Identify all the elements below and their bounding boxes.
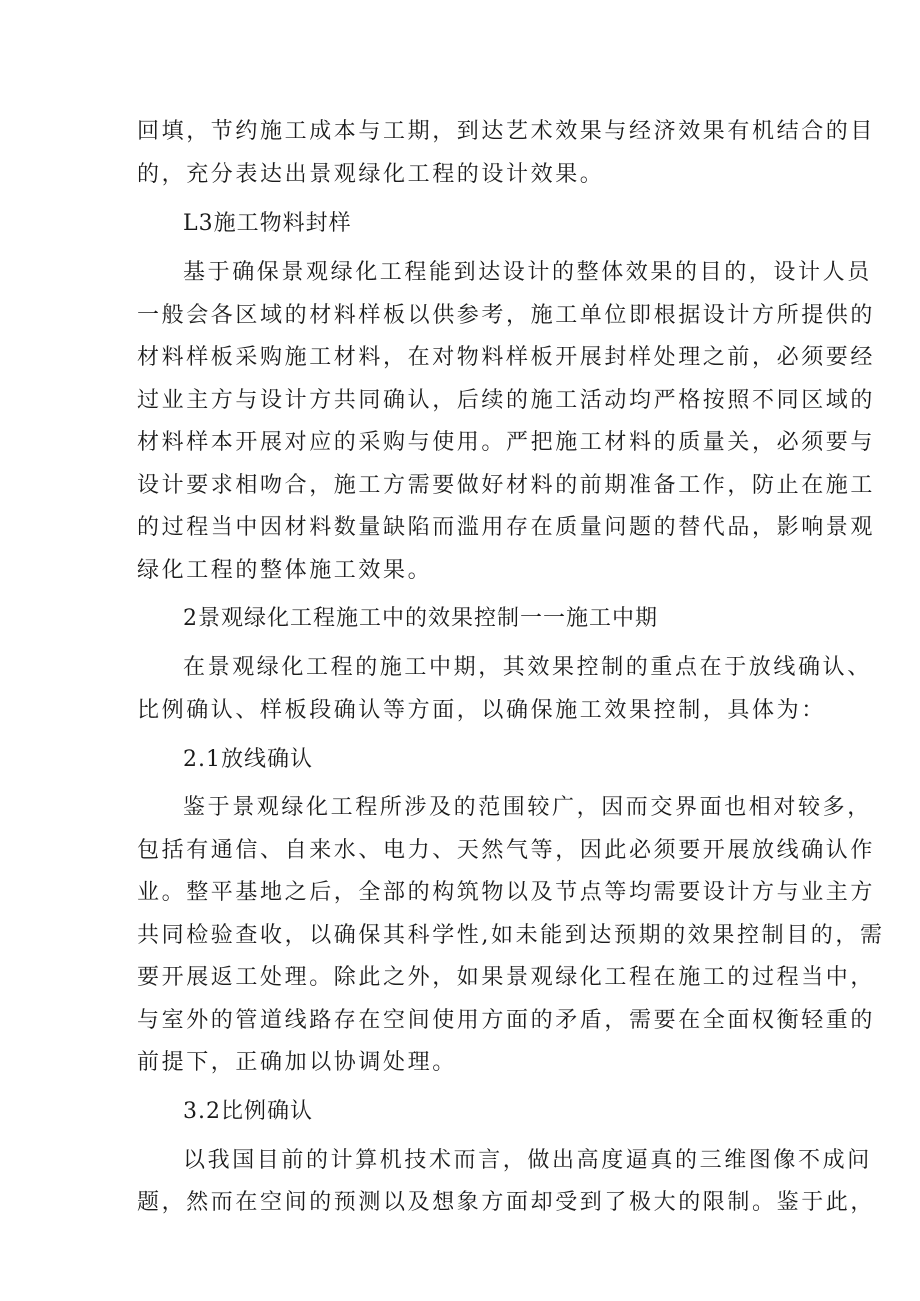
section-heading: 2.1放线确认: [183, 747, 313, 772]
paragraph-line: 鉴于景观绿化工程所涉及的范围较广，因而交界面也相对较多，: [183, 795, 872, 820]
paragraph-line: 共同检验查收，以确保其科学性,如未能到达预期的效果控制目的，需: [137, 923, 885, 948]
paragraph-line: 一般会各区域的材料样板以供参考，施工单位即根据设计方所提供的: [137, 303, 876, 328]
paragraph-line: 以我国目前的计算机技术而言，做出高度逼真的三维图像不成问: [183, 1148, 872, 1173]
paragraph-line: 绿化工程的整体施工效果。: [137, 558, 433, 583]
paragraph-line: 设计要求相吻合，施工方需要做好材料的前期准备工作，防止在施工: [137, 473, 876, 498]
paragraph-line: 题，然而在空间的预测以及想象方面却受到了极大的限制。鉴于此，: [137, 1190, 876, 1215]
section-heading: 3.2比例确认: [183, 1099, 313, 1124]
section-heading: 2景观绿化工程施工中的效果控制一一施工中期: [183, 606, 658, 631]
paragraph-line: 基于确保景观绿化工程能到达设计的整体效果的目的，设计人员: [183, 260, 872, 285]
paragraph-line: 的过程当中因材料数量缺陷而滥用存在质量问题的替代品，影响景观: [137, 515, 876, 540]
paragraph-line: 回填，节约施工成本与工期，到达艺术效果与经济效果有机结合的目: [137, 119, 876, 144]
paragraph-line: 的，充分表达出景观绿化工程的设计效果。: [137, 162, 605, 187]
paragraph-line: 过业主方与设计方共同确认，后续的施工活动均严格按照不同区域的: [137, 388, 876, 413]
paragraph-line: 比例确认、样板段确认等方面，以确保施工效果控制，具体为：: [137, 698, 826, 723]
paragraph-line: 在景观绿化工程的施工中期，其效果控制的重点在于放线确认、: [183, 655, 872, 680]
paragraph-line: 材料样板采购施工材料，在对物料样板开展封样处理之前，必须要经: [137, 345, 876, 370]
section-heading: L3施工物料封样: [183, 211, 352, 236]
paragraph-line: 要开展返工处理。除此之外，如果景观绿化工程在施工的过程当中，: [137, 965, 876, 990]
paragraph-line: 包括有通信、自来水、电力、天然气等，因此必须要开展放线确认作: [137, 838, 876, 863]
paragraph-line: 前提下，正确加以协调处理。: [137, 1050, 457, 1075]
paragraph-line: 材料样本开展对应的采购与使用。严把施工材料的质量关，必须要与: [137, 430, 876, 455]
paragraph-line: 业。整平基地之后，全部的构筑物以及节点等均需要设计方与业主方: [137, 880, 876, 905]
paragraph-line: 与室外的管道线路存在空间使用方面的矛盾，需要在全面权衡轻重的: [137, 1008, 876, 1033]
